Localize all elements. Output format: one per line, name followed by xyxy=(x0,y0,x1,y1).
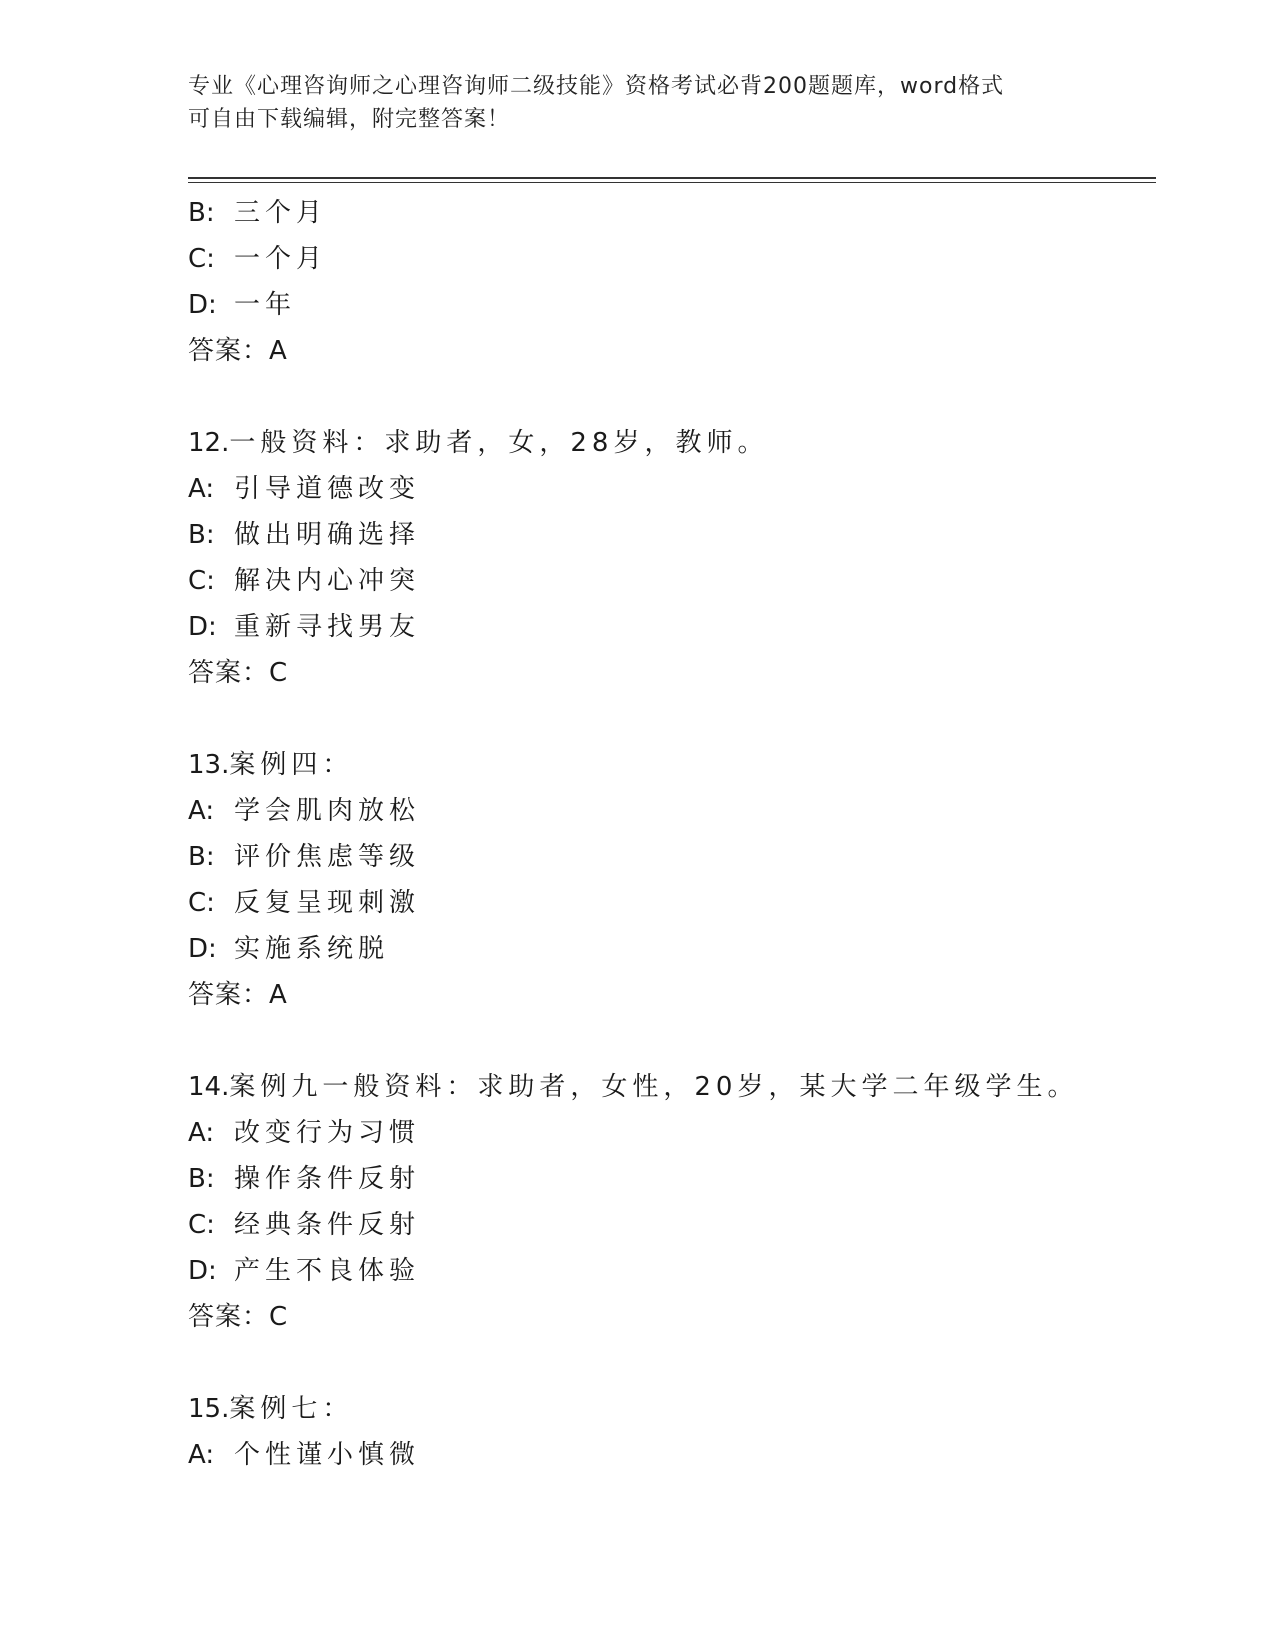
question-14 xyxy=(188,1064,1148,1340)
question-stem xyxy=(188,420,1148,466)
question-number: 15. xyxy=(188,1394,230,1424)
option-d xyxy=(188,1248,1148,1294)
option-letter: B: xyxy=(188,198,215,228)
question-12 xyxy=(188,420,1148,696)
option-text: 三个月 xyxy=(234,198,328,228)
question-text: 案例四： xyxy=(229,750,354,780)
option-d xyxy=(188,604,1148,650)
question-number: 13. xyxy=(188,750,230,780)
question-list xyxy=(188,190,1148,1478)
option-a xyxy=(188,788,1148,834)
spacer xyxy=(188,1018,1148,1064)
question-15 xyxy=(188,1386,1148,1478)
option-text: 做出明确选择 xyxy=(234,520,421,550)
option-b xyxy=(188,1156,1148,1202)
option-text: 改变行为习惯 xyxy=(234,1118,421,1148)
option-b xyxy=(188,512,1148,558)
option-c xyxy=(188,880,1148,926)
option-a xyxy=(188,466,1148,512)
question-text: 案例九一般资料：求助者，女性，20岁，某大学二年级学生。 xyxy=(229,1072,1079,1102)
question-text: 一般资料：求助者，女，28岁，教师。 xyxy=(229,428,769,458)
option-a xyxy=(188,1432,1148,1478)
document-header xyxy=(188,70,1088,136)
option-letter: D: xyxy=(188,612,217,642)
option-letter: D: xyxy=(188,934,217,964)
question-stem xyxy=(188,1386,1148,1432)
option-letter: A: xyxy=(188,1118,215,1148)
option-letter: A: xyxy=(188,796,215,826)
question-text: 案例七： xyxy=(229,1394,354,1424)
option-c xyxy=(188,558,1148,604)
option-text: 经典条件反射 xyxy=(234,1210,421,1240)
option-text: 操作条件反射 xyxy=(234,1164,421,1194)
option-letter: B: xyxy=(188,842,215,872)
option-text: 评价焦虑等级 xyxy=(234,842,421,872)
question-13 xyxy=(188,742,1148,1018)
spacer xyxy=(188,374,1148,420)
option-text: 一年 xyxy=(234,290,297,320)
option-letter: B: xyxy=(188,520,215,550)
option-letter: B: xyxy=(188,1164,215,1194)
option-text: 一个月 xyxy=(234,244,328,274)
option-letter: C: xyxy=(188,888,215,918)
header-title-line-1: 专业《心理咨询师之心理咨询师二级技能》资格考试必背200题题库，word格式 xyxy=(188,74,1005,99)
spacer xyxy=(188,696,1148,742)
answer-line: 答案：A xyxy=(188,980,288,1010)
answer-line: 答案：A xyxy=(188,336,288,366)
question-fragment xyxy=(188,190,1148,374)
header-divider-thick xyxy=(188,177,1156,179)
option-b xyxy=(188,190,1148,236)
option-letter: D: xyxy=(188,290,217,320)
spacer xyxy=(188,1340,1148,1386)
answer-line: 答案：C xyxy=(188,658,289,688)
option-letter: A: xyxy=(188,1440,215,1470)
option-text: 重新寻找男友 xyxy=(234,612,421,642)
option-text: 反复呈现刺激 xyxy=(234,888,421,918)
option-a xyxy=(188,1110,1148,1156)
question-number: 14. xyxy=(188,1072,230,1102)
option-text: 产生不良体验 xyxy=(234,1256,421,1286)
option-letter: D: xyxy=(188,1256,217,1286)
option-text: 解决内心冲突 xyxy=(234,566,421,596)
answer-line: 答案：C xyxy=(188,1302,289,1332)
question-stem xyxy=(188,742,1148,788)
option-text: 引导道德改变 xyxy=(234,474,421,504)
option-d xyxy=(188,926,1148,972)
option-text: 个性谨小慎微 xyxy=(234,1440,421,1470)
option-c xyxy=(188,236,1148,282)
option-letter: C: xyxy=(188,1210,215,1240)
option-text: 学会肌肉放松 xyxy=(234,796,421,826)
option-letter: C: xyxy=(188,566,215,596)
option-d xyxy=(188,282,1148,328)
option-b xyxy=(188,834,1148,880)
question-stem xyxy=(188,1064,1148,1110)
header-title-line-2: 可自由下载编辑，附完整答案！ xyxy=(188,107,511,132)
option-letter: C: xyxy=(188,244,215,274)
option-c xyxy=(188,1202,1148,1248)
header-divider-thin xyxy=(188,182,1156,183)
option-text: 实施系统脱 xyxy=(234,934,390,964)
option-letter: A: xyxy=(188,474,215,504)
question-number: 12. xyxy=(188,428,230,458)
